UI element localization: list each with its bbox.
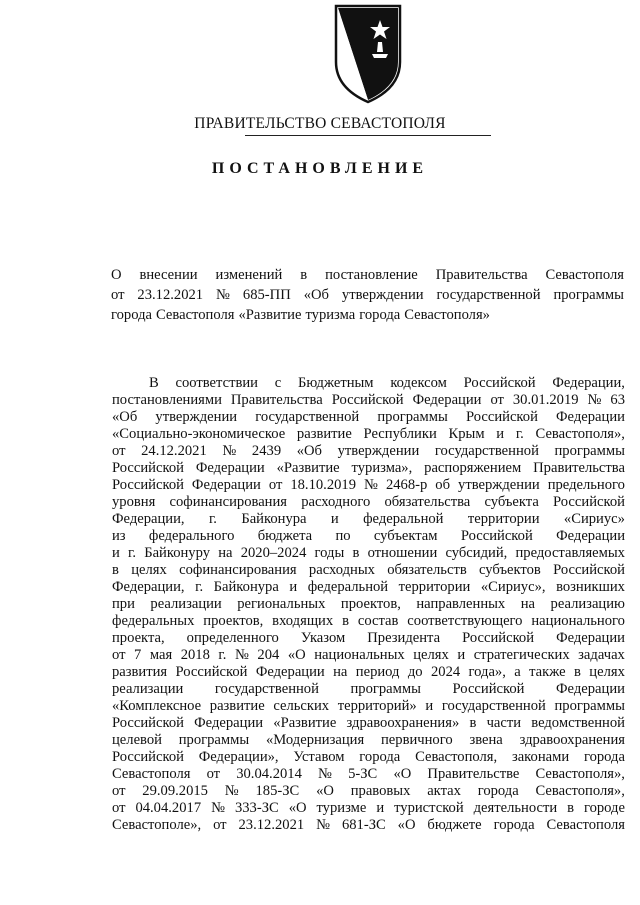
body-line: уровня софинансирования расходного обязательства субъекта Российской [112, 494, 625, 510]
body-line: В соответствии с Бюджетным кодексом Российской Федерации, [149, 375, 625, 391]
subject-line: города Севастополя «Развитие туризма города Севастополя» [111, 307, 490, 323]
sevastopol-coat-of-arms-icon [332, 2, 404, 106]
document-type: ПОСТАНОВЛЕНИЕ [211, 160, 429, 177]
body-line: постановлениями Правительства Российской Федерации от 30.01.2019 № 63 [112, 392, 625, 408]
body-line: от 7 мая 2018 г. № 204 «О национальных целях и стратегических задачах [112, 647, 625, 663]
body-line: от 24.12.2021 № 2439 «Об утверждении государственной программы [112, 443, 625, 459]
body-line: от 04.04.2017 № 333-ЗС «О туризме и туристской деятельности в городе [112, 800, 625, 816]
body-line: реализации государственной программы Российской Федерации [112, 681, 625, 697]
body-line: и г. Байконуру на 2020–2024 годы в отношении субсидий, предоставляемых [112, 545, 625, 561]
body-line: Российской Федерации «Развитие здравоохранения» в части ведомственной [112, 715, 625, 731]
subject-line: О внесении изменений в постановление Правительства Севастополя [111, 267, 624, 283]
body-line: Российской Федерации», Уставом города Севастополя, законами города [112, 749, 625, 765]
body-line: в целях софинансирования расходных обязательств субъектов Российской [112, 562, 625, 578]
body-line: Федерации, г. Байконура и федеральной территории «Сириус» [112, 511, 625, 527]
body-line: федеральных проектов, входящих в состав соответствующего национального [112, 613, 625, 629]
body-line: при реализации региональных проектов, направленных на реализацию [112, 596, 625, 612]
title-underline [245, 135, 491, 136]
body-line: Федерации, г. Байконура и федеральной территории «Сириус», возникших [112, 579, 625, 595]
body-line: Севастополя от 30.04.2014 № 5-ЗС «О Правительстве Севастополя», [112, 766, 625, 782]
body-line: из федерального бюджета по субъектам Российской Федерации [112, 528, 625, 544]
body-line: целевой программы «Модернизация первичного звена здравоохранения [112, 732, 625, 748]
body-line: от 29.09.2015 № 185-ЗС «О правовых актах города Севастополя», [112, 783, 625, 799]
government-name: ПРАВИТЕЛЬСТВО СЕВАСТОПОЛЯ [194, 115, 446, 132]
document-subject [111, 265, 624, 325]
body-line: «Об утверждении государственной программы Российской Федерации [112, 409, 625, 425]
subject-line: от 23.12.2021 № 685-ПП «Об утверждении государственной программы [111, 287, 624, 303]
government-title [0, 115, 640, 133]
body-line: Российской Федерации «Развитие туризма», распоряжением Правительства [112, 460, 625, 476]
body-line: «Комплексное развитие сельских территорий» и государственной программы [112, 698, 625, 714]
document-body [112, 375, 625, 834]
body-line: «Социально-экономическое развитие Республики Крым и г. Севастополя», [112, 426, 625, 442]
body-line: проекта, определенного Указом Президента Российской Федерации [112, 630, 625, 646]
body-line: Севастополе», от 23.12.2021 № 681-ЗС «О бюджете города Севастополя [112, 817, 625, 833]
body-line: Российской Федерации от 18.10.2019 № 2468-р об утверждении предельного [112, 477, 625, 493]
body-line: развития Российской Федерации на период до 2024 года», а также в целях [112, 664, 625, 680]
